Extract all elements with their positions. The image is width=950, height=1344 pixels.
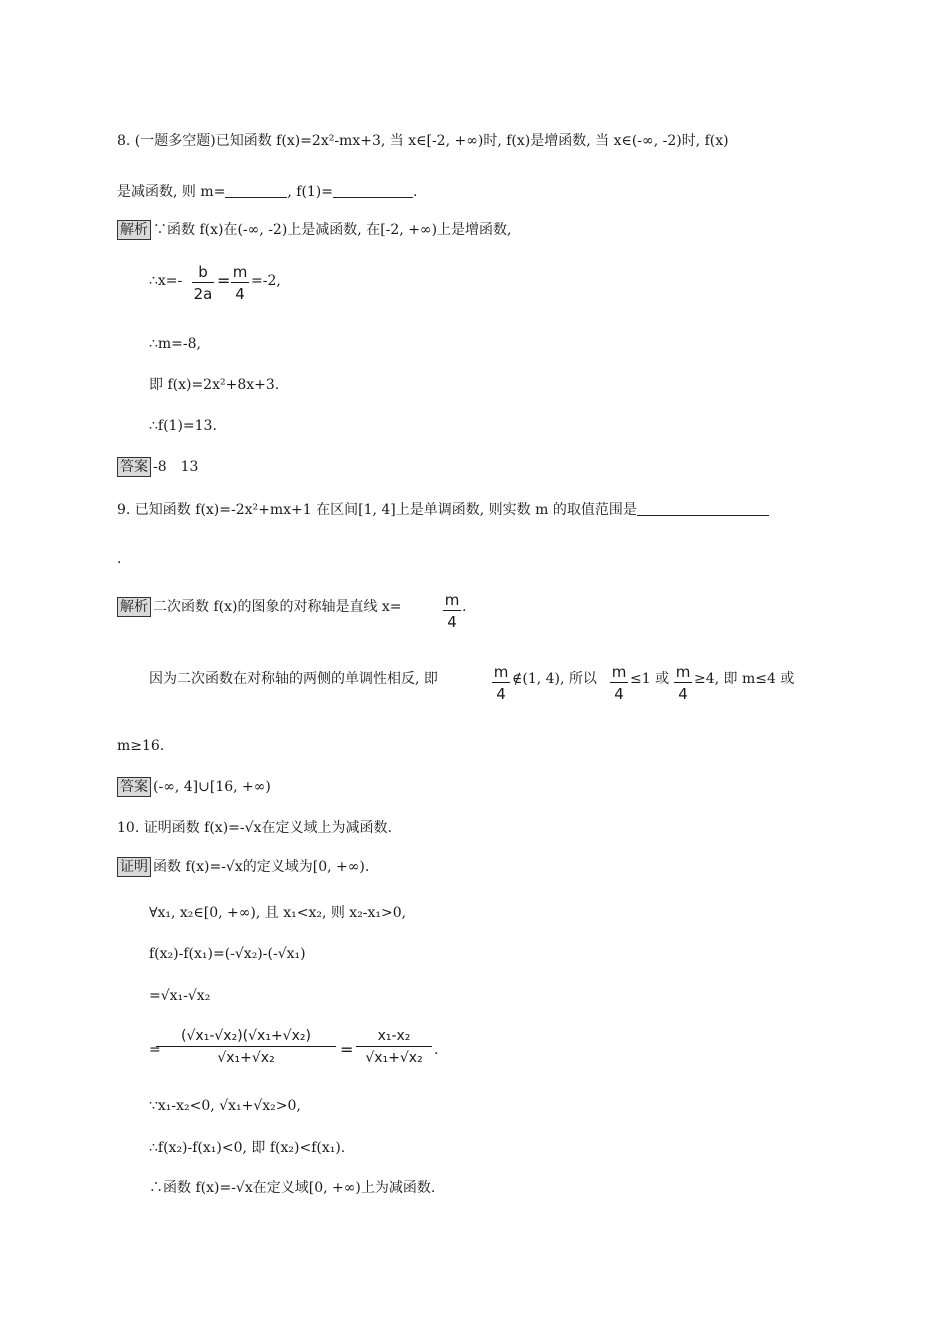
q10-zhengming-tag: 证明 <box>117 857 151 877</box>
q9-f1-den: 4 <box>496 685 506 703</box>
q8-answer: -8 13 <box>153 459 199 475</box>
q9-sol2-d: ≥4, 即 m≤4 或 <box>694 671 795 687</box>
q9-frac-3 <box>674 662 692 705</box>
q9-frac-axis <box>443 590 461 633</box>
q9-blank <box>637 501 769 516</box>
q9-frac-1 <box>492 662 510 705</box>
q10-p6: ∵x₁-x₂<0, √x₁+√x₂>0, <box>149 1098 301 1114</box>
q8-sol4: 即 f(x)=2x²+8x+3. <box>149 377 280 393</box>
q10-p5-eq-prefix: = <box>149 1042 161 1058</box>
q9-f2-den: 4 <box>614 685 624 703</box>
q10-p2: ∀x₁, x₂∈[0, +∞), 且 x₁<x₂, 则 x₂-x₁>0, <box>149 905 407 921</box>
q8-solution-line1 <box>117 220 512 240</box>
q9-frac-axis-den: 4 <box>447 613 457 631</box>
q10-p1: 函数 f(x)=-√x的定义域为[0, +∞). <box>153 859 370 875</box>
q9-sol2-a: 因为二次函数在对称轴的两侧的单调性相反, 即 <box>149 671 438 687</box>
q9-sol1-pre: 二次函数 f(x)的图象的对称轴是直线 x= <box>153 599 402 615</box>
q8-answer-line <box>117 457 198 477</box>
q9-f3-num: m <box>675 663 691 681</box>
q9-answer-line <box>117 777 271 797</box>
q10-stem: 10. 证明函数 f(x)=-√x在定义域上为减函数. <box>117 820 392 836</box>
q9-stem-text: 9. 已知函数 f(x)=-2x²+mx+1 在区间[1, 4]上是单调函数, 则实数 m 的取值范围是 <box>117 502 637 518</box>
q10-p8: ∴函数 f(x)=-√x在定义域[0, +∞)上为减函数. <box>149 1180 436 1196</box>
q9-jiexi-tag: 解析 <box>117 597 151 617</box>
q8-sol5: ∴f(1)=13. <box>149 418 217 434</box>
q8-sol3: ∴m=-8, <box>149 336 202 352</box>
q10-p5-num1: (√x₁-√x₂)(√x₁+√x₂) <box>156 1026 336 1047</box>
q8-stem-line2 <box>117 182 417 202</box>
q8-frac2-num: m <box>232 263 248 281</box>
q8-frac2-den: 4 <box>235 285 245 303</box>
q10-p5-eq: = <box>340 1040 354 1059</box>
q10-p5-den1: √x₁+√x₂ <box>217 1050 275 1066</box>
q9-frac-2 <box>610 662 628 705</box>
q8-sol2-post: =-2, <box>251 273 281 289</box>
q9-daan-tag: 答案 <box>117 777 151 797</box>
q8-frac-b-over-2a <box>192 262 214 305</box>
q9-stem-line2: . <box>117 551 122 567</box>
q10-p5-num2: x₁-x₂ <box>356 1026 432 1047</box>
q10-p5-frac2 <box>356 1026 432 1069</box>
q9-f1-num: m <box>493 663 509 681</box>
q8-daan-tag: 答案 <box>117 457 151 477</box>
q8-stem-text-c: . <box>413 184 418 200</box>
q8-stem-text-b: , f(1)= <box>287 184 334 200</box>
q8-frac1-num: b <box>192 262 214 283</box>
q9-frac-axis-num: m <box>444 591 460 609</box>
q8-stem-line1: 8. (一题多空题)已知函数 f(x)=2x²-mx+3, 当 x∈[-2, +∞)时, f(x)是增函数, 当 x∈(-∞, -2)时, f(x) <box>117 133 729 149</box>
q9-stem-line1 <box>117 500 769 520</box>
q10-proof-line1 <box>117 857 369 877</box>
q9-solution-line1 <box>117 597 402 617</box>
q8-sol2-eq: = <box>217 271 231 290</box>
q10-p5-period: . <box>434 1042 439 1058</box>
q10-p5-frac1 <box>156 1026 336 1069</box>
q8-frac1-den: 2a <box>193 285 213 303</box>
q10-p4: =√x₁-√x₂ <box>149 988 211 1004</box>
q10-p5-den2: √x₁+√x₂ <box>365 1050 423 1066</box>
q8-jiexi-tag: 解析 <box>117 220 151 240</box>
q9-answer: (-∞, 4]∪[16, +∞) <box>153 779 271 795</box>
q8-blank-f1 <box>333 183 413 198</box>
q9-sol2-c: ≤1 或 <box>630 671 670 687</box>
q9-f3-den: 4 <box>678 685 688 703</box>
q8-sol1-text: ∵函数 f(x)在(-∞, -2)上是减函数, 在[-2, +∞)上是增函数, <box>153 222 512 238</box>
q8-sol2-pre: ∴x=- <box>149 273 183 289</box>
q8-stem-text-a: 是减函数, 则 m= <box>117 184 226 200</box>
q9-sol1-post: . <box>462 599 467 615</box>
q9-f2-num: m <box>611 663 627 681</box>
q8-frac-m-over-4 <box>231 262 249 305</box>
q8-blank-m <box>225 183 287 198</box>
q9-sol2-b: ∉(1, 4), 所以 <box>512 671 597 687</box>
q10-p7: ∴f(x₂)-f(x₁)<0, 即 f(x₂)<f(x₁). <box>149 1140 346 1156</box>
q10-p3: f(x₂)-f(x₁)=(-√x₂)-(-√x₁) <box>149 946 306 962</box>
q9-sol3: m≥16. <box>117 738 165 754</box>
